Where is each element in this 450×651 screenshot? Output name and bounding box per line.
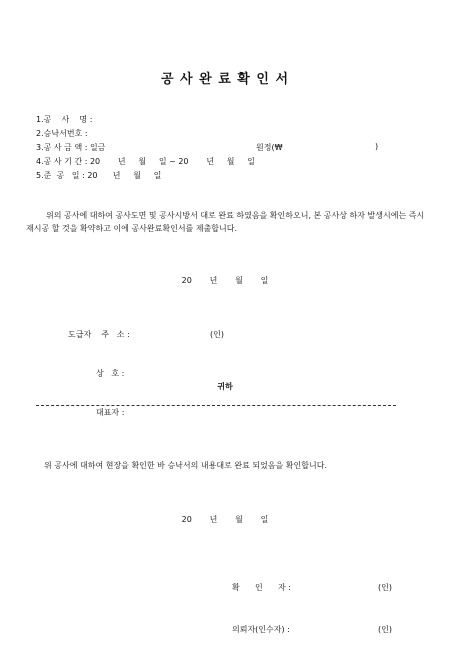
recipient-label: 귀하 (217, 382, 233, 391)
field-project-name: 1.공 사 명 : (36, 115, 93, 124)
document-title: 공 사 완 료 확 인 서 (160, 72, 290, 87)
confirmation-date: 20 년 월 일 (181, 515, 269, 524)
field-amount-close-paren: ) (375, 142, 379, 151)
confirmation-paragraph: 위 공사에 대하여 현장을 확인한 바 승낙서의 내용대로 완료 되었음을 확인합니다. (44, 461, 327, 470)
contractor-seal: (인) (210, 330, 224, 339)
field-approval-number: 2.승낙서번호 : (36, 129, 88, 138)
contractor-block (68, 302, 130, 432)
field-completion-date: 5.준 공 일 : 20 년 월 일 (36, 171, 162, 180)
confirmer-seal: (인) (378, 583, 392, 592)
confirmer-block (232, 553, 291, 651)
contractor-company: 상 호 : (68, 369, 125, 378)
cut-line-divider (36, 405, 396, 406)
declaration-paragraph: 위의 공사에 대하여 공사도면 및 공사시방서 대로 완료 하였음을 확인하오니, 본 공사상 하자 발생시에는 즉시 재시공 할 것을 확약하고 이에 공사완료확인서를 제출합니다. (26, 211, 425, 233)
confirmer-label: 확 인 자 : (232, 583, 291, 592)
field-contract-amount: 3.공 사 금 액 : 일금 (36, 143, 106, 152)
contractor-ceo: 대표자 : (68, 408, 125, 417)
field-amount-won: 원정(₩ (256, 143, 283, 152)
contractor-address: 도급자 주 소 : (68, 330, 130, 339)
agent-label: 의뢰자(인수자) : (232, 625, 290, 634)
field-construction-period: 4.공 사 기 간 : 20 년 월 일 ~ 20 년 월 일 (36, 157, 255, 166)
submission-date: 20 년 월 일 (181, 276, 269, 285)
confirmer-seal-block (378, 553, 392, 651)
agent-seal: (인) (378, 625, 392, 634)
